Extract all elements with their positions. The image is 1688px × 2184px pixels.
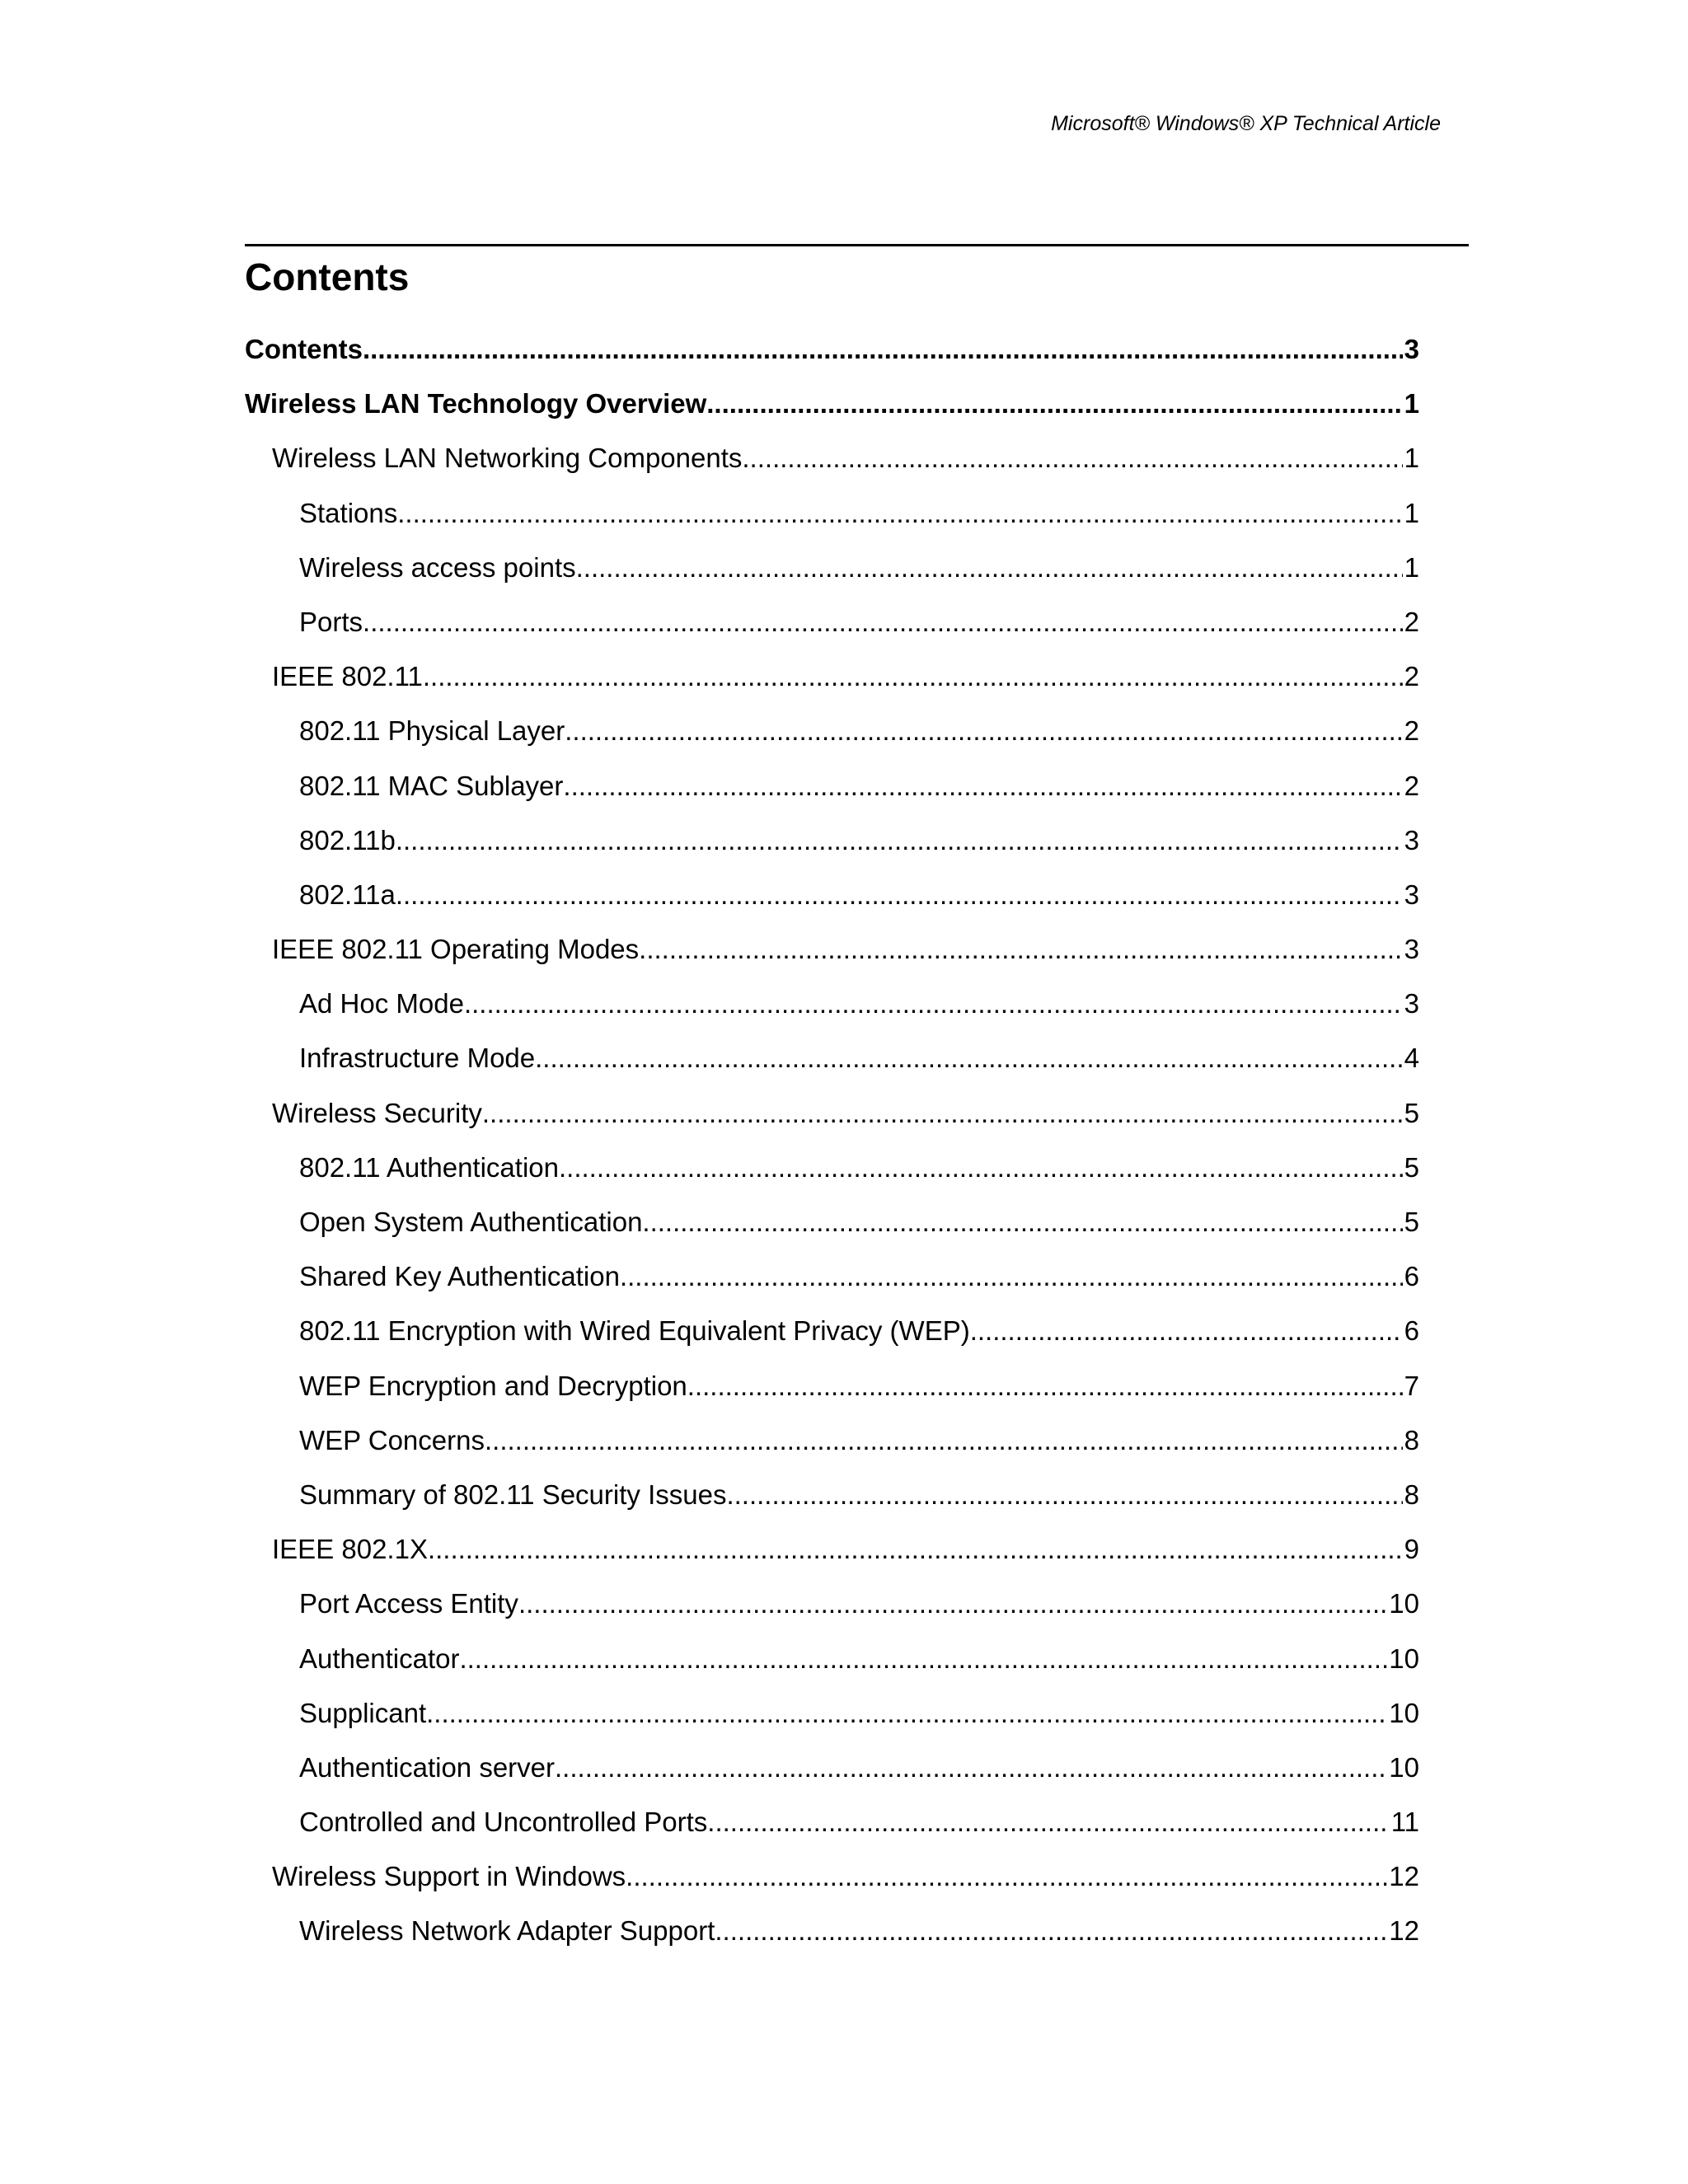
toc-entry-page-number: 3 <box>1404 934 1419 965</box>
toc-entry-page-number: 5 <box>1404 1097 1419 1128</box>
running-header: Microsoft® Windows® XP Technical Article <box>1051 112 1441 135</box>
toc-entry-title: Port Access Entity <box>299 1588 518 1619</box>
toc-entry-title: 802.11 MAC Sublayer <box>299 770 564 801</box>
toc-entry[interactable] <box>245 331 1419 386</box>
toc-dot-leader <box>642 1204 1402 1240</box>
toc-entry-page-number: 8 <box>1404 1424 1419 1455</box>
toc-dot-leader <box>363 331 1403 368</box>
toc-dot-leader <box>706 386 1402 422</box>
toc-entry-title: Wireless access points <box>299 551 576 583</box>
toc-entry[interactable] <box>245 495 1419 550</box>
toc-entry[interactable] <box>245 768 1419 823</box>
toc-entry-title: Stations <box>299 497 398 528</box>
toc-entry[interactable] <box>245 1858 1419 1913</box>
toc-dot-leader <box>555 1750 1387 1786</box>
toc-entry-page-number: 1 <box>1404 388 1419 419</box>
toc-entry-page-number: 3 <box>1404 334 1419 364</box>
toc-dot-leader <box>363 604 1403 640</box>
toc-entry-title: Shared Key Authentication <box>299 1261 620 1292</box>
toc-entry-page-number: 3 <box>1404 824 1419 855</box>
toc-entry[interactable] <box>245 1313 1419 1367</box>
toc-entry-page-number: 5 <box>1404 1151 1419 1183</box>
toc-dot-leader <box>426 1695 1387 1732</box>
toc-entry-page-number: 2 <box>1404 770 1419 801</box>
toc-dot-leader <box>459 1641 1387 1677</box>
toc-entry-page-number: 11 <box>1390 1807 1419 1838</box>
toc-entry-page-number: 1 <box>1404 497 1419 528</box>
toc-dot-leader <box>396 877 1403 913</box>
toc-dot-leader <box>620 1258 1403 1295</box>
toc-entry-title: Ports <box>299 606 363 637</box>
toc-dot-leader <box>396 823 1403 859</box>
toc-entry-page-number: 6 <box>1404 1261 1419 1292</box>
toc-entry-title: Wireless LAN Networking Components <box>272 443 743 474</box>
toc-entry-page-number: 10 <box>1389 1751 1419 1783</box>
toc-dot-leader <box>397 495 1402 532</box>
toc-entry-title: IEEE 802.11 Operating Modes <box>272 934 640 965</box>
toc-entry[interactable] <box>245 386 1419 440</box>
toc-entry-title: Wireless Security <box>272 1097 482 1128</box>
toc-entry[interactable] <box>245 986 1419 1040</box>
toc-entry-title: 802.11a <box>299 879 396 910</box>
toc-entry-page-number: 10 <box>1389 1588 1419 1619</box>
toc-entry-title: 802.11 Authentication <box>299 1151 559 1183</box>
toc-entry[interactable] <box>245 877 1419 931</box>
toc-entry-page-number: 5 <box>1404 1207 1419 1237</box>
toc-entry-title: Authenticator <box>299 1643 460 1674</box>
toc-entry[interactable] <box>245 1913 1419 1967</box>
toc-entry-title: Wireless LAN Technology Overview <box>245 388 707 419</box>
toc-entry-page-number: 12 <box>1389 1915 1419 1947</box>
toc-entry-title: Wireless Network Adapter Support <box>299 1915 715 1947</box>
toc-dot-leader <box>535 1040 1403 1076</box>
toc-entry-page-number: 2 <box>1404 606 1419 637</box>
toc-entry[interactable] <box>245 1095 1419 1150</box>
toc-dot-leader <box>485 1422 1403 1459</box>
toc-entry-title: Controlled and Uncontrolled Ports <box>299 1807 708 1838</box>
toc-entry[interactable] <box>245 1368 1419 1422</box>
toc-dot-leader <box>726 1477 1402 1513</box>
toc-entry-title: Wireless Support in Windows <box>272 1861 626 1892</box>
toc-entry[interactable] <box>245 440 1419 494</box>
toc-entry[interactable] <box>245 1422 1419 1477</box>
toc-dot-leader <box>715 1913 1387 1949</box>
toc-entry[interactable] <box>245 1750 1419 1804</box>
toc-dot-leader <box>707 1804 1389 1840</box>
toc-dot-leader <box>423 658 1403 695</box>
toc-dot-leader <box>482 1095 1403 1132</box>
toc-entry[interactable] <box>245 1258 1419 1313</box>
toc-entry-title: Supplicant <box>299 1697 427 1728</box>
toc-entry-title: WEP Encryption and Decryption <box>299 1370 687 1401</box>
toc-entry[interactable] <box>245 1477 1419 1531</box>
toc-entry-title: WEP Concerns <box>299 1424 485 1455</box>
toc-entry[interactable] <box>245 604 1419 658</box>
toc-entry-page-number: 9 <box>1404 1534 1419 1565</box>
toc-entry-title: Contents <box>245 334 363 364</box>
toc-entry-page-number: 6 <box>1404 1315 1419 1347</box>
toc-entry-page-number: 2 <box>1404 661 1419 692</box>
toc-entry-title: Infrastructure Mode <box>299 1043 536 1074</box>
toc-entry-title: Open System Authentication <box>299 1207 643 1237</box>
toc-entry[interactable] <box>245 550 1419 604</box>
toc-entry[interactable] <box>245 1150 1419 1204</box>
toc-entry-page-number: 10 <box>1389 1643 1419 1674</box>
toc-entry[interactable] <box>245 1641 1419 1695</box>
toc-entry[interactable] <box>245 713 1419 767</box>
toc-dot-leader <box>428 1531 1403 1568</box>
toc-dot-leader <box>639 931 1402 968</box>
toc-entry-title: IEEE 802.1X <box>272 1534 428 1565</box>
toc-dot-leader <box>970 1313 1403 1349</box>
toc-entry-page-number: 1 <box>1404 551 1419 583</box>
heading-rule <box>245 244 1469 246</box>
toc-dot-leader <box>742 440 1402 476</box>
page-title: Contents <box>245 255 410 298</box>
toc-entry[interactable] <box>245 1204 1419 1258</box>
toc-dot-leader <box>687 1368 1403 1404</box>
toc-entry-page-number: 10 <box>1389 1697 1419 1728</box>
toc-entry-title: IEEE 802.11 <box>272 661 423 692</box>
toc-entry[interactable] <box>245 1040 1419 1094</box>
toc-entry[interactable] <box>245 931 1419 986</box>
toc-entry[interactable] <box>245 658 1419 713</box>
toc-entry[interactable] <box>245 1695 1419 1750</box>
toc-dot-leader <box>518 1586 1387 1622</box>
toc-entry[interactable] <box>245 1531 1419 1586</box>
toc-entry-page-number: 3 <box>1404 879 1419 910</box>
toc-dot-leader <box>565 713 1402 749</box>
toc-entry-title: 802.11b <box>299 824 396 855</box>
toc-entry-title: 802.11 Physical Layer <box>299 715 565 747</box>
toc-dot-leader <box>576 550 1403 586</box>
toc-entry-page-number: 8 <box>1404 1479 1419 1510</box>
toc-entry-page-number: 12 <box>1389 1861 1419 1892</box>
toc-entry[interactable] <box>245 1804 1419 1858</box>
toc-entry[interactable] <box>245 823 1419 877</box>
toc-entry-title: Summary of 802.11 Security Issues <box>299 1479 727 1510</box>
toc-entry-page-number: 2 <box>1404 715 1419 747</box>
toc-dot-leader <box>626 1858 1387 1895</box>
toc-dot-leader <box>559 1150 1403 1186</box>
toc-entry-title: Authentication server <box>299 1751 556 1783</box>
toc-entry[interactable] <box>245 1586 1419 1640</box>
toc-dot-leader <box>563 768 1402 804</box>
toc-entry-page-number: 4 <box>1404 1043 1419 1074</box>
toc-entry-title: Ad Hoc Mode <box>299 988 464 1019</box>
toc-entry-page-number: 1 <box>1404 443 1419 474</box>
toc-entry-page-number: 3 <box>1404 988 1419 1019</box>
toc-entry-title: 802.11 Encryption with Wired Equivalent Privacy (WEP) <box>299 1315 970 1347</box>
toc-entry-page-number: 7 <box>1404 1370 1419 1401</box>
table-of-contents <box>245 331 1419 1968</box>
toc-dot-leader <box>464 986 1403 1022</box>
